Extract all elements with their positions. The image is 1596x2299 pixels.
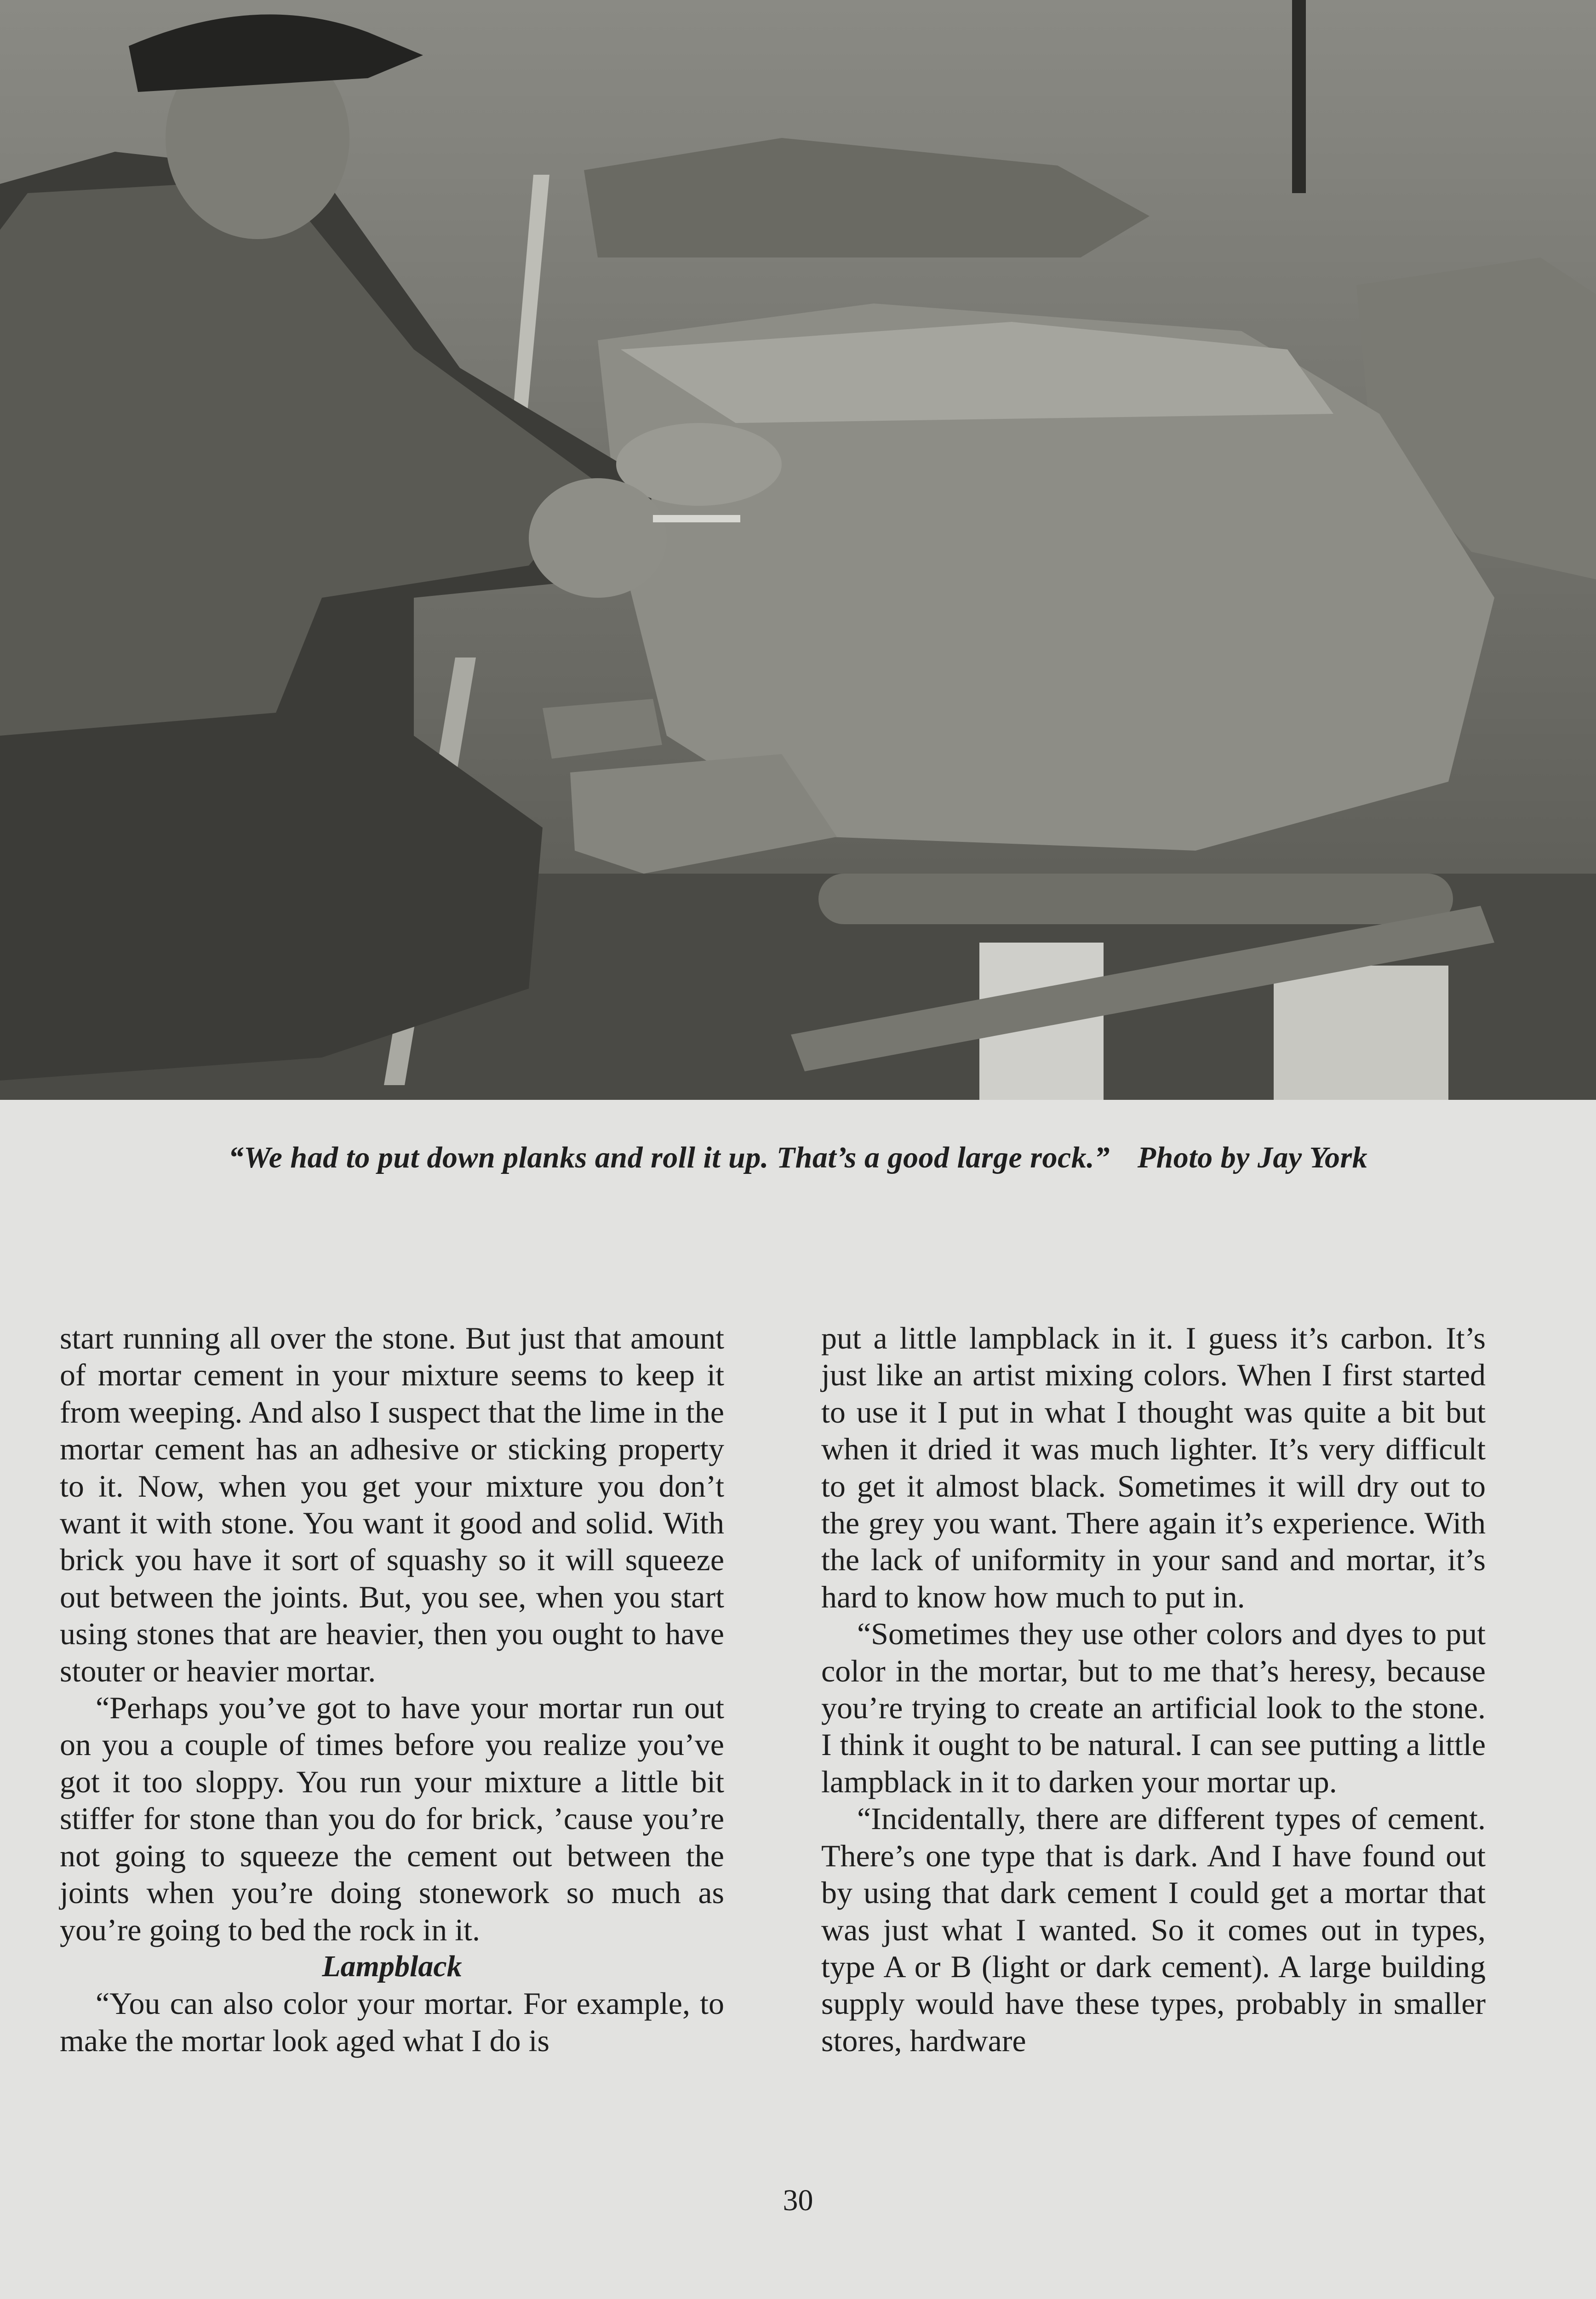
paragraph: start running all over the stone. But just that amount of mortar cement in your mixture seems to keep it from weeping. And also I suspect that the lime in the mortar cement has an adhesive or sticking property to it. Now, when you get your mixture you don’t want it with stone. You want it good and solid. With brick you have it sort of squashy so it will squeeze out between the joints. But, you see, when you start using stones that are heavier, then you ought to have stouter or heavier mortar. xyxy=(60,1321,724,1688)
photo-man-with-rock xyxy=(0,0,1596,1100)
paragraph: “You can also color your mortar. For example, to make the mortar look aged what I do is xyxy=(60,1986,724,2058)
left-column xyxy=(60,1320,724,2059)
hand xyxy=(529,478,667,598)
paragraph: put a little lampblack in it. I guess it’s carbon. It’s just like an artist mixing colors. When I first started to use it I put in what I thought was quite a bit but when it dried it was much lighter. It’s very difficult to get it almost black. Sometimes it will dry out to the grey you want. There again it’s experience. With the lack of uniformity in your sand and mortar, it’s hard to know how much to put in. xyxy=(821,1321,1486,1614)
paragraph: “Sometimes they use other colors and dyes to put color in the mortar, but to me that’s heresy, because you’re trying to create an artificial look to the stone. I think it ought to be natural. I can see putting a little lampblack in it to darken your mortar up. xyxy=(821,1616,1486,1799)
caption-quote: “We had to put down planks and roll it up. That’s a good large rock.” xyxy=(228,1141,1110,1174)
page-number: 30 xyxy=(783,2184,813,2217)
photo-illustration xyxy=(0,0,1596,1100)
pipe-roller xyxy=(818,874,1453,924)
section-heading: Lampblack xyxy=(322,1949,462,1983)
tool xyxy=(653,515,740,522)
stake xyxy=(1292,0,1306,193)
plank xyxy=(1274,966,1448,1100)
paragraph: “Incidentally, there are different types of cement. There’s one type that is dark. And I have found out by using that dark cement I could get a mortar that was just what I wanted. So it comes out in types, type A or B (light or dark cement). A large building supply would have these types, probably in smaller stores, hardware xyxy=(821,1801,1486,2058)
paragraph: “Perhaps you’ve got to have your mortar run out on you a couple of times before you realize you’ve got it too sloppy. You run your mixture a little bit stiffer for stone than you do for brick, ’cause you’re not going to squeeze the cement out between the joints when you’re doing stonework so much as you’re going to bed the rock in it. xyxy=(60,1690,724,1947)
photo-caption xyxy=(0,1140,1596,1175)
photo-credit: Photo by Jay York xyxy=(1137,1141,1368,1174)
right-column xyxy=(821,1320,1486,2059)
